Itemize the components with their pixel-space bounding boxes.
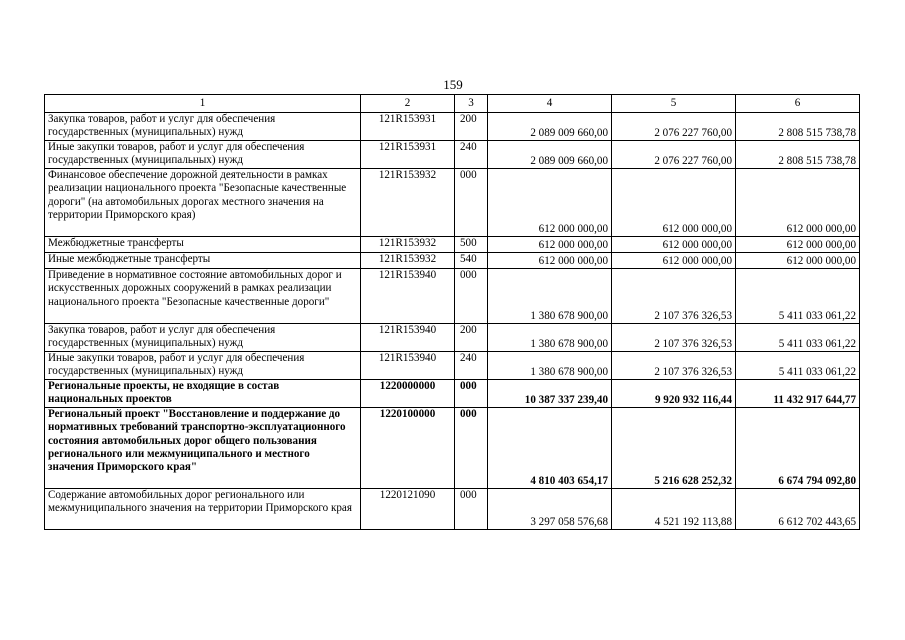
row-value-col4: 2 089 009 660,00 [488,113,612,141]
row-name: Закупка товаров, работ и услуг для обеспечения государственных (муниципальных) нужд [45,324,361,352]
row-value-col4: 612 000 000,00 [488,169,612,237]
row-value-col5: 612 000 000,00 [612,169,736,237]
row-value-col4: 2 089 009 660,00 [488,141,612,169]
row-value-col5: 2 076 227 760,00 [612,141,736,169]
row-expense-type: 000 [455,380,488,408]
row-value-col6: 612 000 000,00 [736,237,860,253]
row-value-col6: 5 411 033 061,22 [736,324,860,352]
row-value-col6: 5 411 033 061,22 [736,269,860,324]
row-value-col5: 2 107 376 326,53 [612,269,736,324]
row-value-col5: 2 107 376 326,53 [612,352,736,380]
table-header-row [45,95,860,113]
row-code: 1220121090 [361,489,455,530]
row-value-col5: 5 216 628 252,32 [612,408,736,489]
column-header: 2 [361,95,455,113]
row-code: 121R153940 [361,352,455,380]
row-expense-type: 000 [455,408,488,489]
row-code: 121R153940 [361,269,455,324]
row-value-col4: 612 000 000,00 [488,237,612,253]
row-code: 121R153932 [361,169,455,237]
row-name: Содержание автомобильных дорог регионального или межмуниципального значения на территории Приморского края [45,489,361,530]
row-code: 1220100000 [361,408,455,489]
row-expense-type: 200 [455,113,488,141]
row-value-col5: 2 076 227 760,00 [612,113,736,141]
row-expense-type: 200 [455,324,488,352]
row-value-col6: 612 000 000,00 [736,169,860,237]
table-row [45,253,860,269]
row-code: 121R153940 [361,324,455,352]
row-name: Региональный проект "Восстановление и поддержание до нормативных требований транспортно-эксплуатационного состояния автомобильных дорог общего пользования регионального или межмуниципального и местного значения Приморского края" [45,408,361,489]
row-code: 121R153931 [361,141,455,169]
row-value-col5: 9 920 932 116,44 [612,380,736,408]
row-name: Иные межбюджетные трансферты [45,253,361,269]
row-value-col5: 2 107 376 326,53 [612,324,736,352]
row-expense-type: 000 [455,269,488,324]
row-value-col4: 3 297 058 576,68 [488,489,612,530]
page-number: 159 [443,77,463,92]
table-row [45,408,860,489]
row-expense-type: 000 [455,489,488,530]
row-value-col4: 612 000 000,00 [488,253,612,269]
row-value-col6: 6 674 794 092,80 [736,408,860,489]
row-value-col6: 612 000 000,00 [736,253,860,269]
budget-table [44,94,860,530]
row-value-col4: 1 380 678 900,00 [488,269,612,324]
row-value-col5: 612 000 000,00 [612,253,736,269]
row-expense-type: 000 [455,169,488,237]
row-expense-type: 240 [455,352,488,380]
row-name: Иные закупки товаров, работ и услуг для обеспечения государственных (муниципальных) нужд [45,352,361,380]
column-header: 5 [612,95,736,113]
row-value-col6: 2 808 515 738,78 [736,141,860,169]
row-value-col4: 1 380 678 900,00 [488,352,612,380]
table-row [45,380,860,408]
row-code: 121R153931 [361,113,455,141]
table-row [45,141,860,169]
row-name: Финансовое обеспечение дорожной деятельности в рамках реализации национального проекта "Безопасные качественные дороги" (на автомобильных дорогах местного значения на территории Приморского края) [45,169,361,237]
column-header: 1 [45,95,361,113]
row-value-col6: 5 411 033 061,22 [736,352,860,380]
row-value-col6: 2 808 515 738,78 [736,113,860,141]
column-header: 3 [455,95,488,113]
table-row [45,113,860,141]
row-code: 121R153932 [361,253,455,269]
table-row [45,169,860,237]
row-value-col4: 10 387 337 239,40 [488,380,612,408]
row-value-col6: 11 432 917 644,77 [736,380,860,408]
row-name: Межбюджетные трансферты [45,237,361,253]
row-name: Иные закупки товаров, работ и услуг для обеспечения государственных (муниципальных) нужд [45,141,361,169]
row-value-col5: 4 521 192 113,88 [612,489,736,530]
table-row [45,352,860,380]
row-value-col4: 1 380 678 900,00 [488,324,612,352]
column-header: 4 [488,95,612,113]
row-name: Приведение в нормативное состояние автомобильных дорог и искусственных дорожных сооружений в рамках реализации национального проекта "Безопасные качественные дороги" [45,269,361,324]
row-expense-type: 540 [455,253,488,269]
table-row [45,269,860,324]
row-name: Региональные проекты, не входящие в состав национальных проектов [45,380,361,408]
row-value-col4: 4 810 403 654,17 [488,408,612,489]
row-value-col6: 6 612 702 443,65 [736,489,860,530]
table-row [45,324,860,352]
row-code: 121R153932 [361,237,455,253]
row-expense-type: 240 [455,141,488,169]
row-code: 1220000000 [361,380,455,408]
row-expense-type: 500 [455,237,488,253]
table-row [45,489,860,530]
row-name: Закупка товаров, работ и услуг для обеспечения государственных (муниципальных) нужд [45,113,361,141]
row-value-col5: 612 000 000,00 [612,237,736,253]
column-header: 6 [736,95,860,113]
table-row [45,237,860,253]
